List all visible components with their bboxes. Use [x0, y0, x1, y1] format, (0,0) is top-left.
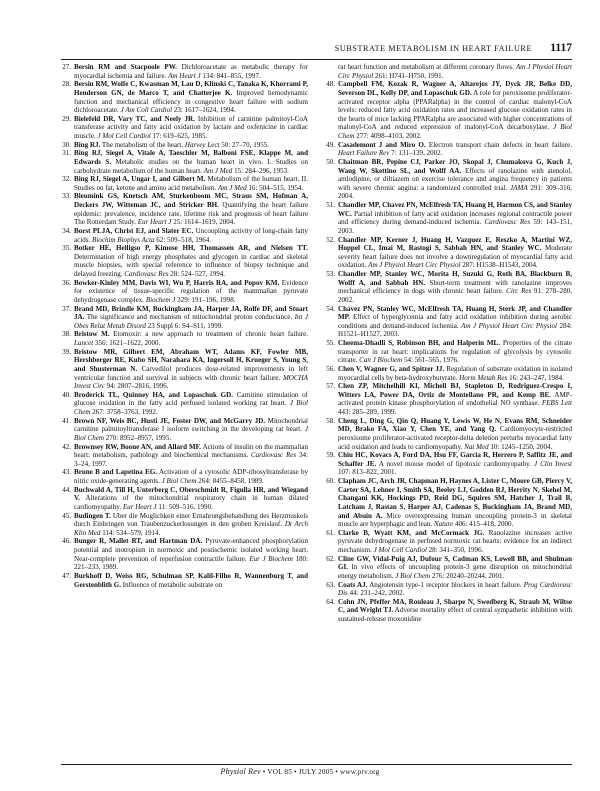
reference-entry	[58, 63, 308, 80]
reference-title: Carnitine stimulation of glucose oxidation in the fatty acid perfused isolated working rat heart.	[74, 390, 308, 408]
reference-journal: Am J Med	[218, 183, 247, 192]
reference-citation: 25: 1614–1619, 2004.	[173, 218, 236, 227]
reference-number: 54.	[326, 304, 335, 313]
reference-title: Partial inhibition of fatty acid oxidation increases regional contractile power and efficiency during demand-induced ischemia.	[338, 209, 572, 227]
reference-number: 40.	[62, 390, 71, 399]
reference-journal: JAMA	[510, 183, 528, 192]
reference-title: Uber die Moglichkeit einer Ernahrungsbehandlung des Herzmuskels durch Einbringen von Traubenzuckerlosungen in den groben Kreislauf.	[74, 511, 309, 529]
reference-body	[338, 80, 572, 140]
reference-entry	[322, 598, 572, 624]
reference-citation: 16: 504–515, 1954.	[248, 183, 304, 192]
reference-number: 42.	[62, 442, 71, 451]
reference-citation: 267: 3758–3763, 1992.	[92, 408, 158, 416]
reference-number: 45.	[62, 511, 71, 520]
reference-number: 34.	[62, 226, 71, 235]
reference-title: Short-term treatment with ranolazine improves mechanical efficiency in dogs with chronic heart failure.	[338, 278, 572, 296]
reference-journal: Eur J Biochem	[249, 554, 293, 563]
reference-entry	[322, 529, 572, 555]
reference-number: 32.	[62, 175, 71, 184]
reference-body	[74, 141, 308, 150]
reference-title: AMP-activated protein kinase phosphorylation of endothelial NO synthase.	[338, 390, 572, 408]
reference-citation: 114: 534–579, 1914.	[102, 528, 161, 537]
reference-authors: Cheng L, Ding G, Qin Q, Huang Y, Lewis W, He N, Evans RM, Schneider MD, Brako FA, Xiao Y, Chen YE, and Yang Q.	[338, 416, 572, 434]
reference-body	[338, 141, 572, 158]
reference-number	[322, 63, 338, 80]
reference-entry	[58, 227, 308, 244]
reference-citation: 270: 8952–8957, 1995.	[105, 433, 172, 442]
reference-title: Inhibition of carnitine palmitoyl-CoA transferase activity and fatty acid oxidation by lactate and oxfenicine in cardiac muscle.	[74, 114, 308, 140]
reference-body	[338, 598, 572, 624]
reference-body	[338, 451, 572, 477]
reference-authors: Bielefeld DR, Vary TC, and Neely JR.	[74, 114, 195, 123]
reference-title: Alterations of the mitochondrial respiratory chain in human dilated cardiomyopathy.	[74, 494, 308, 511]
reference-entry	[58, 537, 308, 572]
footer-journal: Physiol Rev	[220, 767, 261, 776]
reference-authors: Borst PLJA, Christ EJ, and Slater EC.	[74, 226, 194, 235]
reference-authors: Chen ZP, Mitchelhill KI, Michell BJ, Stapleton D, Rodriguez-Crespo I, Witters LA, Power DA, Ortiz de Montellano PR, and Kemp BE.	[338, 382, 572, 399]
reference-journal: Can J Biochem	[359, 356, 403, 365]
reference-body	[74, 115, 308, 141]
reference-number: 36.	[62, 278, 71, 287]
reference-journal: Horm Metab Res	[459, 373, 508, 382]
reference-number: 27.	[62, 63, 71, 71]
reference-title: Properties of the citrate transporter in rat heart: implications for regulation of glycolysis by cytosolic citrate.	[338, 339, 572, 365]
reference-citation: 50: 27–70, 1955.	[221, 140, 270, 149]
reference-number: 28.	[62, 80, 71, 89]
reference-entry	[58, 486, 308, 512]
reference-number: 60.	[326, 477, 335, 485]
reference-title: Quantifying the heart failure epidemic: prevalence, incidence rate, lifetime risk and prognosis of heart failure The Rotterdam Study.	[74, 201, 309, 227]
reference-body	[74, 175, 308, 192]
reference-body	[74, 244, 308, 279]
reference-title: Uncoupling activity of long-chain fatty acids.	[74, 226, 308, 244]
reference-body	[74, 149, 308, 175]
reference-authors: Botker HE, Helligso P, Kimose HH, Thomassen AR, and Nielsen TT.	[74, 244, 308, 253]
reference-title: Actions of insulin on the mammalian heart: metabolism, pathology and biochemical mechanisms.	[74, 442, 308, 460]
reference-title: Regulation of substrate oxidation in isolated myocardial cells by beta-hydroxybutyrate.	[338, 364, 572, 382]
reference-entry	[58, 512, 308, 538]
reference-journal: J Mol Cell Cardiol	[97, 132, 151, 140]
reference-body	[74, 468, 308, 485]
reference-entry	[58, 391, 308, 417]
reference-entry	[322, 158, 572, 201]
reference-body	[74, 63, 308, 80]
reference-journal: J Biol Chem	[395, 571, 431, 580]
reference-journal: Dt Arch Klin Med	[74, 520, 308, 537]
reference-journal: J Mol Cell Cardiol	[373, 546, 427, 554]
reference-citation: 44: 231–242, 2002.	[349, 589, 405, 598]
reference-authors: Bersin RM, Wolfe C, Kwasman M, Lau D, Klinski C, Tanaka K, Khorrami P, Henderson GN, de Marco T, and Chatterjee K.	[74, 80, 308, 97]
reference-journal: Int J Obes Relat Metab Disord	[74, 313, 309, 330]
reference-journal: Am J Physiol Heart Circ Physiol	[338, 63, 572, 80]
reference-entry	[322, 80, 572, 140]
reference-body	[338, 365, 572, 382]
reference-title: Activation of a cytosolic ADP-ribosyltransferase by nitric oxide-generating agents.	[74, 468, 308, 485]
reference-body	[338, 270, 572, 305]
footer-rule	[61, 764, 572, 765]
reference-number: 61.	[326, 528, 335, 537]
reference-authors: Brownsey RW, Boone AN, and Allard MF.	[74, 442, 202, 451]
reference-citation: 264: 8455–8458, 1989.	[198, 477, 264, 485]
reference-authors: Chavez PN, Stanley WC, McElfresh TA, Huang H, Sterk JP, and Chandler MP.	[338, 304, 572, 322]
reference-number: 52.	[326, 235, 335, 244]
reference-entry	[322, 581, 572, 598]
reference-citation: 107: 813–822, 2001.	[338, 468, 397, 477]
reference-body	[338, 555, 572, 581]
reference-journal: FEBS Lett	[541, 399, 572, 408]
reference-journal: J Biol Chem	[161, 477, 197, 485]
reference-number: 35.	[62, 244, 71, 253]
reference-journal: Cardiovasc Res	[250, 451, 297, 460]
reference-journal: J Am Coll Cardiol	[120, 106, 173, 115]
reference-body	[74, 192, 308, 227]
reference-entry	[58, 115, 308, 141]
reference-citation: 10: 1245–1250, 2004.	[490, 442, 553, 451]
reference-citation: 15: 284–296, 1953.	[234, 166, 289, 175]
reference-body	[338, 339, 572, 365]
reference-body	[338, 158, 572, 201]
reference-entry	[322, 477, 572, 529]
reference-entry	[58, 141, 308, 150]
reference-title: Metabolism of the human heart. II. Studies on fat, ketone and amino acid metabolism.	[74, 175, 308, 192]
reference-body	[74, 227, 308, 244]
reference-authors: Cline GW, Vidal-Puig AJ, Dufour S, Cadman KS, Lowell BB, and Shulman GI.	[338, 554, 572, 572]
reference-body	[338, 477, 572, 529]
reference-citation: 62: 509–518, 1964.	[156, 235, 212, 244]
reference-title: A novel mouse model of lipotoxic cardiomyopathy.	[378, 459, 532, 468]
reference-citation: 7: 131–139, 2002.	[391, 149, 443, 158]
reference-journal: Circ Res	[506, 287, 532, 296]
reference-entry	[322, 365, 572, 382]
reference-entry	[322, 201, 572, 236]
reference-authors: Broderick TL, Quinney HA, and Lopaschuk GD.	[74, 390, 233, 399]
page-footer	[0, 767, 600, 776]
reference-title: Dichloroacetate as metabolic therapy for myocardial ischemia and failure.	[74, 63, 308, 80]
reference-entry	[322, 141, 572, 158]
reference-citation: 28: 524–527, 1994.	[170, 270, 226, 278]
reference-title: Etomoxir: a new approach to treatment of chronic heart failure.	[113, 330, 308, 339]
reference-entry	[322, 236, 572, 271]
reference-journal: Am Heart J	[168, 71, 201, 80]
reference-title: Angiotensin type-1 receptor blockers in heart failure.	[369, 580, 522, 589]
reference-citation: 261: H741–H750, 1991.	[374, 71, 444, 80]
reference-journal: MOCHA Invest Circ	[74, 373, 308, 391]
reference-title: The metabolism of the heart.	[101, 140, 184, 149]
reference-number: 59.	[326, 451, 335, 460]
reference-journal: Nat Med	[464, 442, 489, 451]
reference-title: Effect of hyperglycemia and fatty acid oxidation inhibition during aerobic conditions and demand-induced ischemia.	[338, 313, 573, 330]
reference-body	[338, 305, 572, 340]
reference-entry	[322, 417, 572, 452]
reference-authors: Chandler MP, Kerner J, Huang H, Vazquez E, Reszko A, Martini WZ, Hoppel CL, Imai M, Rastogi S, Sabbah HN, and Stanley WC.	[338, 235, 572, 253]
reference-authors: Buchwald A, Till H, Unterberg C, Oberschmidt R, Figulla HR, and Wiegand V.	[74, 485, 308, 503]
reference-body	[338, 581, 572, 598]
reference-entry	[58, 192, 308, 227]
reference-journal: Am J Med	[203, 166, 233, 175]
reference-title: Moderate severity heart failure does not involve a downregulation of myocardial fatty acid oxidation.	[338, 244, 573, 270]
reference-body	[338, 201, 572, 236]
reference-journal: J Biol Chem	[338, 123, 572, 140]
reference-body	[338, 63, 572, 80]
reference-journal: Biochim Biophys Acta	[92, 235, 155, 244]
reference-authors: Burkhoff D, Weiss RG, Schulman SP, Kalil-Filho R, Wannenburg T, and Gerstenblith G.	[74, 571, 308, 589]
reference-entry	[58, 244, 308, 279]
reference-entry	[322, 339, 572, 365]
reference-body	[74, 572, 308, 589]
reference-authors: Cohn JN, Pfeffer MA, Rouleau J, Sharpe N, Swedberg K, Straub M, Wiltse C, and Wright TJ.	[338, 597, 572, 615]
reference-number: 57.	[326, 382, 335, 391]
reference-body	[74, 443, 308, 469]
reference-journal: Am J Physiol Heart Circ Physiol	[461, 321, 557, 330]
reference-body	[74, 348, 308, 391]
reference-citation: 54: 561–565, 1976.	[403, 356, 459, 365]
reference-number: 39.	[62, 347, 71, 356]
reference-journal: Cardiovasc Res	[124, 270, 169, 278]
reference-entry	[58, 443, 308, 469]
reference-authors: Chen V, Wagner G, and Spitzer JJ.	[338, 364, 445, 373]
reference-authors: Casademont J and Miro O.	[338, 140, 426, 149]
reference-title: Cardiomyocyte-restricted peroxisome proliferator-activated receptor-delta deletion perturbs myocardial fatty acid oxidation and leads to cardiomyopathy.	[338, 425, 573, 451]
reference-authors: Coats AJ.	[338, 580, 368, 589]
reference-citation: 443: 285–289, 1999.	[338, 408, 397, 416]
reference-authors: Bowker-Kinley MM, Davis WI, Wu P, Harris RA, and Popov KM.	[74, 278, 280, 287]
reference-body	[338, 236, 572, 271]
reference-number: 58.	[326, 416, 335, 425]
reference-entry	[58, 149, 308, 175]
reference-citation: 94: 2807–2816, 1996.	[106, 382, 169, 391]
reference-entry	[58, 468, 308, 485]
reference-number: 63.	[326, 580, 335, 589]
reference-journal: J Clin Invest	[533, 459, 573, 468]
reference-entry	[58, 279, 308, 305]
reference-entry	[58, 417, 308, 443]
reference-entry	[322, 382, 572, 417]
reference-column-right	[322, 63, 572, 624]
reference-body	[338, 382, 572, 417]
reference-number: 46.	[62, 537, 71, 546]
reference-body	[338, 417, 572, 452]
reference-journal: Biochem J	[145, 295, 176, 304]
reference-authors: Bing RJ, Siegel A, Vitale A, Taeschler M, Balboni FSE, Klappe M, and Edwards S.	[74, 149, 308, 166]
reference-number: 53.	[326, 270, 335, 278]
reference-citation: 180: 221–233, 1989.	[74, 554, 309, 572]
reference-authors: Chandler MP, Chavez PN, McElfresh TA, Huang H, Harmon CS, and Stanley WC.	[338, 201, 572, 218]
reference-number: 31.	[62, 149, 71, 158]
reference-authors: Chiu HC, Kovacs A, Ford DA, Hsu FF, Garcia R, Herrero P, Saffitz JE, and Schaffer JE.	[338, 451, 572, 468]
reference-entry	[322, 305, 572, 340]
reference-number: 55.	[326, 339, 335, 347]
reference-number: 50.	[326, 157, 335, 166]
running-title: SUBSTRATE METABOLISM IN HEART FAILURE	[334, 44, 532, 53]
reference-title: Carvedilol produces dose-related improvements in left ventricular function and survival in subjects with chronic heart failure.	[74, 364, 308, 382]
reference-authors: Bing RJ, Siegel A, Ungar I, and Gilbert M.	[74, 175, 206, 184]
reference-title: Mice overexpressing human uncoupling protein-3 in skeletal muscle are hyperphagic and lean.	[338, 511, 572, 529]
reference-citation: 134: 841–855, 1997.	[202, 71, 261, 80]
reference-journal: Eur Heart J	[137, 218, 172, 227]
reference-entry	[58, 305, 308, 331]
reference-journal: Heart Failure Rev	[338, 149, 390, 158]
reference-number: 38.	[62, 330, 71, 339]
reference-citation: 91: 278–280, 2002.	[338, 287, 573, 304]
reference-authors: Bristow MR, Gilbert EM, Abraham WT, Adams KF, Fowler MB, Hershberger RE, Kubo SH, Narahara KA, Ingersoll H, Krueger S, Young S, and Shusterman N.	[74, 347, 308, 373]
reference-entry	[58, 175, 308, 192]
reference-body	[74, 305, 308, 331]
reference-entry	[322, 555, 572, 581]
reference-authors: Brand MD, Brindle KM, Buckingham JA, Harper JA, Rolfe DF, and Stuart JA.	[74, 304, 308, 322]
reference-journal: Am J Physiol Heart Circ Physiol	[368, 261, 461, 270]
reference-entry	[58, 80, 308, 115]
reference-citation: 23 Suppl 6: S4–S11, 1999.	[147, 321, 224, 330]
page-number: 1117	[550, 42, 572, 54]
reference-number: 43.	[62, 468, 71, 477]
reference-body	[74, 486, 308, 512]
reference-authors: Bleumink GS, Knetsch AM, Sturkenboom MC, Straus SM, Hofman A, Deckers JW, Witteman JC, and Stricker BH.	[74, 192, 308, 209]
reference-title: Evidence for existence of tissue-specific regulation of the mammalian pyruvate dehydrogenase complex.	[74, 278, 309, 304]
reference-authors: Cheema-Dhadli S, Robinson BH, and Halperin ML.	[338, 339, 501, 347]
reference-number: 47.	[62, 571, 71, 580]
reference-citation: 329: 191–196, 1998.	[177, 295, 236, 304]
reference-body	[74, 80, 308, 115]
reference-column-left	[58, 63, 308, 589]
reference-journal: J Biol Chem	[74, 399, 309, 416]
reference-citation: 287: H1538–H1543, 2004.	[462, 261, 538, 270]
reference-authors: Chandler MP, Stanley WC, Morita H, Suzuki G, Roth BA, Blackburn B, Wolff A, and Sabbah HN.	[338, 270, 572, 287]
reference-citation: 277: 4098–4103, 2002.	[356, 132, 422, 140]
reference-number: 56.	[326, 364, 335, 373]
reference-number: 64.	[326, 597, 335, 606]
reference-citation: 59: 143–151, 2003.	[338, 218, 572, 235]
reference-number: 30.	[62, 140, 71, 149]
reference-number: 37.	[62, 304, 71, 313]
reference-citation: 284: H1521–H1527, 2003.	[338, 321, 572, 339]
reference-authors: Chaitman BR, Pepine CJ, Parker JO, Skopal J, Chumakova G, Kuch J, Wang W, Skettino SL, and Wolff AA.	[338, 157, 572, 175]
reference-body	[74, 417, 308, 443]
reference-number: 33.	[62, 192, 71, 201]
running-header	[61, 44, 572, 58]
reference-authors: Brown NF, Weis BC, Husti JE, Foster DW, and McGarry JD.	[74, 416, 266, 425]
reference-number: 41.	[62, 416, 71, 425]
reference-journal: Nature	[433, 520, 454, 529]
reference-title: Effects of ranolazine with atenolol, amlodipine, or diltiazem on exercise tolerance and angina frequency in patients with severe chronic angina: a randomized controlled trial.	[338, 166, 572, 192]
reference-body	[74, 512, 308, 538]
reference-journal: J Biol Chem	[74, 425, 309, 442]
reference-title: The significance and mechanism of mitochondrial proton conductance.	[86, 313, 293, 322]
reference-title: rat heart function and metabolism at different coronary flows.	[338, 63, 514, 71]
reference-entry	[322, 270, 572, 305]
reference-title: Metabolic studies on the human heart in vivo. I. Studies on carbohydrate metabolism of the human heart.	[74, 157, 309, 175]
reference-citation: 16: 243–247, 1984.	[509, 373, 564, 382]
reference-authors: Clarke B, Wyatt KM, and McCormack JG.	[338, 528, 485, 537]
reference-title: Electron transport chain defects in heart failure.	[428, 140, 572, 149]
reference-body	[74, 391, 308, 417]
reference-title: Influence of metabolic substrate on	[122, 580, 223, 589]
reference-journal: Lancet	[74, 339, 94, 347]
reference-body	[74, 279, 308, 305]
reference-title: Determination of high energy phosphates and glycogen in cardiac and skeletal muscle biopsies, with special reference to influence of biopsy technique and delayed freezing.	[74, 252, 308, 278]
reference-authors: Clapham JC, Arch JR, Chapman H, Haynes A, Lister C, Moore GB, Piercy V, Carter SA, Lehner I, Smith SA, Beeley LJ, Godden RJ, Herrity N, Skehel M, Changani KK, Hockings PD, Reid DG, Squires SM, Hatcher J, Trail B, Latcham J, Rastan S, Harper AJ, Cadenas S, Buckingham JA, Brand MD, and Abuin A.	[338, 477, 572, 520]
reference-authors: Budingen T.	[74, 511, 111, 520]
reference-citation: 291: 309–316, 2004.	[338, 183, 572, 201]
reference-citation: 23: 1617–1624, 1994.	[173, 106, 236, 115]
reference-journal: Harvey Lect	[184, 140, 220, 149]
reference-body	[74, 330, 308, 347]
reference-citation: 276: 20240–20244, 2001.	[431, 571, 505, 580]
reference-authors: Bunger R, Mallet RT, and Hartman DA.	[74, 537, 203, 546]
reference-citation: 17: 619–625, 1985.	[152, 132, 208, 140]
reference-citation: 34: 3–24, 1997.	[74, 451, 308, 468]
reference-title: Pyruvate-enhanced phosphorylation potential and inotropism in normoxic and postischemic isolated working heart. Near-complete prevention of reperfusion contractile failure.	[74, 537, 308, 563]
reference-number: 29.	[62, 114, 71, 123]
reference-body	[338, 529, 572, 555]
reference-title: Adverse mortality effect of central sympathetic inhibition with sustained-release moxonidine	[338, 606, 573, 623]
reference-title: In vivo effects of uncoupling protein-3 gene disruption on mitochondrial energy metabolism.	[338, 563, 572, 580]
reference-number: 48.	[326, 80, 335, 89]
reference-journal: Prog Cardiovasc Dis	[338, 580, 572, 598]
reference-journal: Eur Heart J	[122, 502, 157, 511]
reference-title: Ranolazine increases active pyruvate dehydrogenase in perfused normoxic rat hearts: evidence for an indirect mechanism.	[338, 528, 572, 554]
reference-number: 44.	[62, 485, 71, 494]
reference-number: 49.	[326, 140, 335, 149]
reference-citation: 406: 415–418, 2000.	[454, 520, 514, 529]
reference-citation: 28: 341–350, 1996.	[428, 546, 484, 554]
reference-journal: Cardiovasc Res	[484, 218, 531, 227]
reference-authors: Brune B and Lapetina EG.	[74, 468, 158, 477]
reference-entry	[58, 330, 308, 347]
header-rule	[61, 59, 572, 60]
reference-authors: Campbell FM, Kozak R, Wagner A, Altarejos JY, Dyck JR, Belke DD, Severson DL, Kelly DP, and Lopaschuk GD.	[338, 80, 572, 97]
reference-citation: 11: 509–516, 1990.	[158, 502, 213, 511]
reference-number: 51.	[326, 201, 335, 209]
reference-authors: Bing RJ.	[74, 140, 101, 149]
reference-entry	[322, 451, 572, 477]
reference-entry	[322, 63, 572, 80]
reference-title: Mitochondrial carnitine palmitoyltransferase I isoform switching in the developing rat heart.	[74, 416, 308, 434]
reference-title: Improved hemodynamic function and mechanical efficiency in congestive heart failure with sodium dichloroacetate.	[74, 88, 308, 115]
reference-citation: 356: 1621–1622, 2000.	[94, 339, 161, 347]
reference-number: 62.	[326, 554, 335, 563]
footer-volume-info: • VOL 85 • JULY 2005 • www.prv.org	[262, 768, 380, 776]
reference-body	[74, 537, 308, 572]
reference-entry	[58, 572, 308, 589]
reference-entry	[58, 348, 308, 391]
reference-authors: Bersin RM and Stacpoole PW.	[74, 63, 177, 71]
reference-authors: Bristow M.	[74, 330, 110, 339]
reference-title: A role for peroxisome proliferator-activated receptor alpha (PPARalpha) in the control of cardiac malonyl-CoA levels: reduced fatty acid oxidation rates and increased glucose oxidation rates in the hearts of mice lacking PPARalpha are associated with higher concentrations of malonyl-CoA and reduced expression of malonyl-CoA decarboxylase.	[338, 88, 572, 132]
